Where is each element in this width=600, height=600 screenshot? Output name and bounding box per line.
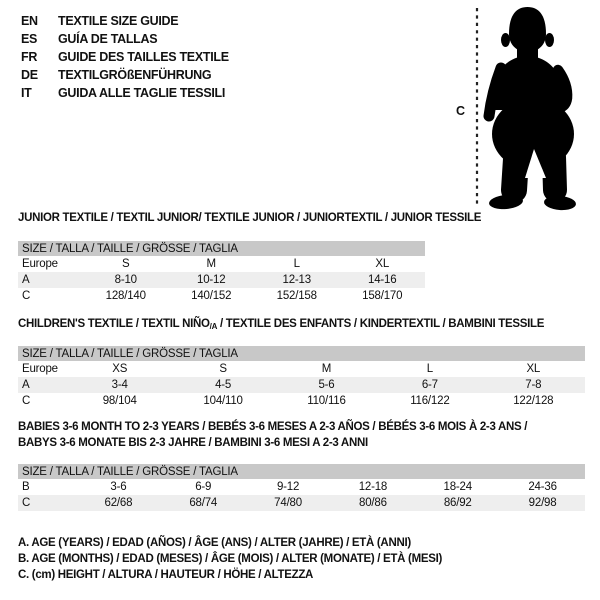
value-cell: 8-10 bbox=[83, 272, 169, 288]
value-cell: 68/74 bbox=[161, 495, 246, 511]
table-row-age bbox=[18, 377, 585, 393]
junior-section-title: JUNIOR TEXTILE / TEXTIL JUNIOR/ TEXTILE JUNIOR / JUNIORTEXTIL / JUNIOR TESSILE bbox=[18, 212, 482, 224]
value-cell: 4-5 bbox=[171, 377, 274, 393]
size-cell: L bbox=[293, 258, 300, 270]
value-cell: 104/110 bbox=[203, 395, 243, 407]
babies-title-line2: BABYS 3-6 MONATE BIS 2-3 JAHRE / BAMBINI 3-6 MESI A 2-3 ANNI bbox=[18, 436, 368, 449]
height-label: C bbox=[456, 104, 466, 118]
value-cell: 62/68 bbox=[76, 495, 161, 511]
row-label-cell: C bbox=[18, 495, 76, 511]
row-label-cell: Europe bbox=[22, 363, 58, 375]
children-title-pre: CHILDREN'S TEXTILE / TEXTIL NIÑO bbox=[18, 318, 210, 330]
row-label-cell: C bbox=[22, 290, 31, 302]
table-row-age-months bbox=[18, 479, 585, 495]
value-cell: 128/140 bbox=[105, 290, 146, 302]
value-cell: 7-8 bbox=[482, 377, 585, 393]
value-cell: 14-16 bbox=[340, 272, 426, 288]
language-list bbox=[21, 12, 229, 102]
table-row-height bbox=[18, 495, 585, 511]
lang-row-es bbox=[21, 30, 229, 48]
table-header-cell: SIZE / TALLA / TAILLE / GRÖSSE / TAGLIA bbox=[18, 241, 425, 256]
value-cell: 5-6 bbox=[275, 377, 378, 393]
value-cell: 122/128 bbox=[513, 395, 554, 407]
lang-code: EN bbox=[21, 14, 38, 28]
value-cell: 158/170 bbox=[362, 290, 403, 302]
size-cell: M bbox=[321, 363, 332, 375]
value-cell: 3-6 bbox=[110, 481, 127, 493]
value-cell: 74/80 bbox=[246, 495, 331, 511]
lang-title: TEXTILGRÖßENFÜHRUNG bbox=[58, 68, 212, 82]
value-cell: 12-18 bbox=[358, 481, 388, 493]
lang-row-de bbox=[21, 66, 229, 84]
value-cell: 6-9 bbox=[195, 481, 212, 493]
baby-silhouette-svg bbox=[470, 4, 600, 214]
value-cell: 86/92 bbox=[415, 495, 500, 511]
lang-row-it bbox=[21, 84, 229, 102]
size-cell: L bbox=[426, 363, 433, 375]
row-label-cell: Europe bbox=[22, 258, 58, 270]
value-cell: 18-24 bbox=[443, 481, 472, 493]
row-label-cell: B bbox=[22, 481, 30, 493]
baby-silhouette bbox=[488, 7, 576, 211]
lang-row-fr bbox=[21, 48, 229, 66]
table-header-row bbox=[18, 346, 585, 361]
footnotes bbox=[18, 535, 442, 583]
value-cell: 98/104 bbox=[102, 395, 137, 407]
value-cell: 80/86 bbox=[330, 495, 415, 511]
table-row-height bbox=[18, 288, 425, 304]
value-cell: 10-12 bbox=[169, 272, 255, 288]
children-section-title bbox=[18, 318, 544, 331]
footnote-age-months: B. AGE (MONTHS) / EDAD (MESES) / ÂGE (MOIS) / ALTER (MONATE) / ETÀ (MESI) bbox=[18, 553, 443, 565]
lang-code: DE bbox=[21, 68, 38, 82]
table-row-europe bbox=[18, 256, 425, 272]
junior-size-table bbox=[18, 241, 425, 304]
footnote-height: C. (cm) HEIGHT / ALTURA / HAUTEUR / HÖHE / ALTEZZA bbox=[18, 569, 314, 581]
value-cell: 9-12 bbox=[276, 481, 300, 493]
children-title-sub: /A bbox=[209, 322, 218, 331]
table-header-row bbox=[18, 241, 425, 256]
size-cell: XL bbox=[526, 363, 541, 375]
value-cell: 152/158 bbox=[276, 290, 317, 302]
value-cell: 140/152 bbox=[191, 290, 232, 302]
lang-row-en bbox=[21, 12, 229, 30]
value-cell: 3-4 bbox=[68, 377, 171, 393]
babies-size-table bbox=[18, 464, 585, 511]
size-cell: S bbox=[219, 363, 227, 375]
footnote-age-years: A. AGE (YEARS) / EDAD (AÑOS) / ÂGE (ANS) / ALTER (JAHRE) / ETÀ (ANNI) bbox=[18, 537, 411, 549]
babies-title-line1: BABIES 3-6 MONTH TO 2-3 YEARS / BEBÉS 3-6 MESES A 2-3 AÑOS / BÉBÉS 3-6 MOIS À 2-3 ANS / bbox=[18, 421, 528, 433]
lang-title: GUIDE DES TAILLES TEXTILE bbox=[58, 50, 229, 64]
size-cell: XS bbox=[112, 363, 128, 375]
table-header-row bbox=[18, 464, 585, 479]
size-cell: XL bbox=[375, 258, 390, 270]
lang-title: GUIDA ALLE TAGLIE TESSILI bbox=[58, 86, 226, 100]
lang-code: ES bbox=[21, 32, 38, 46]
lang-code: FR bbox=[21, 50, 38, 64]
lang-code: IT bbox=[21, 86, 32, 100]
children-size-table bbox=[18, 346, 585, 409]
table-header-cell: SIZE / TALLA / TAILLE / GRÖSSE / TAGLIA bbox=[18, 346, 585, 361]
size-cell: M bbox=[206, 258, 216, 270]
table-header-cell: SIZE / TALLA / TAILLE / GRÖSSE / TAGLIA bbox=[18, 464, 585, 479]
value-cell: 116/122 bbox=[410, 395, 450, 407]
row-label-cell: A bbox=[18, 272, 83, 288]
table-row-height bbox=[18, 393, 585, 409]
value-cell: 24-36 bbox=[528, 481, 557, 493]
row-label-cell: A bbox=[18, 377, 68, 393]
children-title-post: / TEXTILE DES ENFANTS / KINDERTEXTIL / BAMBINI TESSILE bbox=[217, 318, 545, 330]
lang-title: TEXTILE SIZE GUIDE bbox=[58, 14, 179, 28]
value-cell: 110/116 bbox=[307, 395, 346, 407]
height-measure-figure bbox=[440, 0, 600, 215]
row-label-cell: C bbox=[22, 395, 31, 407]
value-cell: 6-7 bbox=[378, 377, 481, 393]
babies-section-title bbox=[18, 420, 527, 451]
lang-title: GUÍA DE TALLAS bbox=[58, 32, 158, 46]
value-cell: 92/98 bbox=[500, 495, 585, 511]
size-cell: S bbox=[122, 258, 130, 270]
table-row-europe bbox=[18, 361, 585, 377]
value-cell: 12-13 bbox=[254, 272, 340, 288]
table-row-age bbox=[18, 272, 425, 288]
